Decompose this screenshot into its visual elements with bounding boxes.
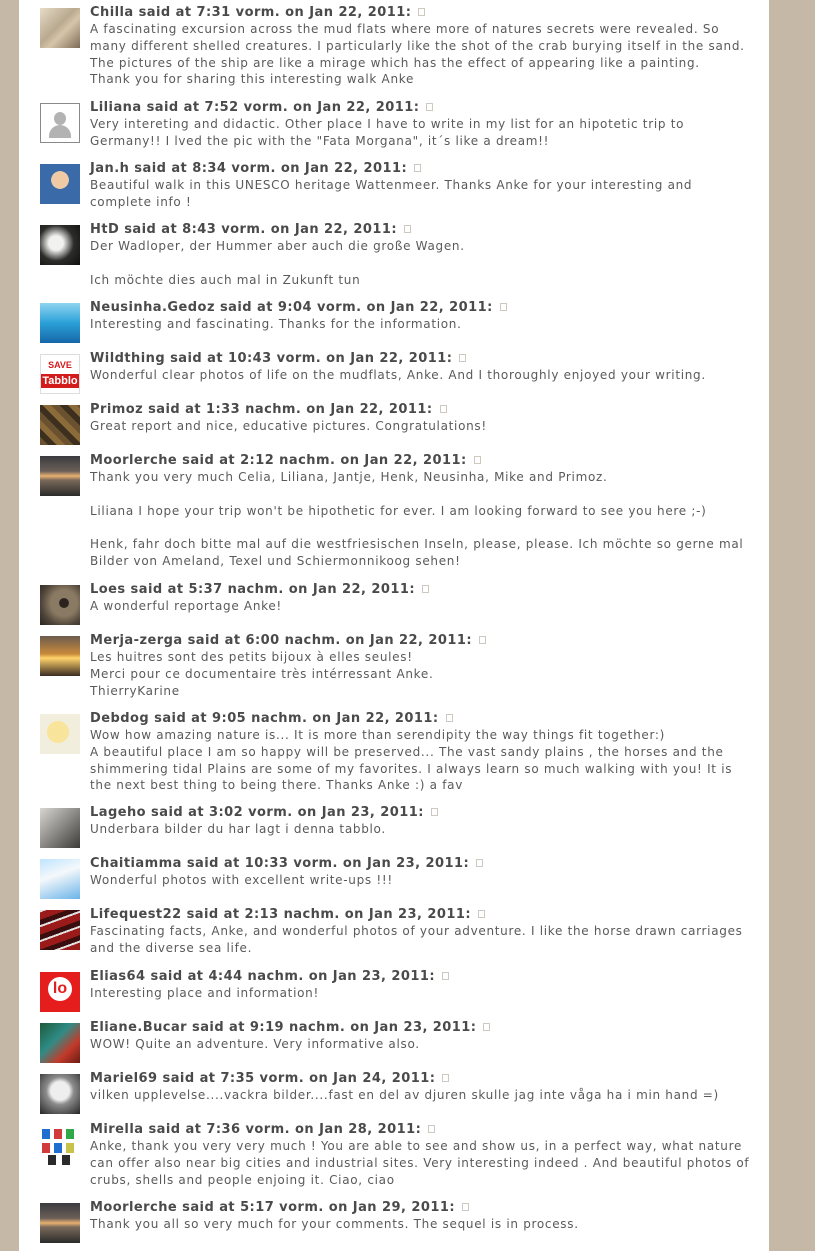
trash-icon[interactable] [414, 164, 421, 172]
comment-body [90, 1036, 754, 1053]
trash-icon[interactable] [479, 636, 486, 644]
comment-paragraph: Wonderful photos with excellent write-ups !!! [90, 873, 393, 887]
comment-paragraph: ThierryKarine [90, 683, 180, 698]
comment-time: 4:44 nachm. [208, 969, 304, 984]
comment-paragraph: Anke, thank you very very much ! You are able to see and show us, in a perfect way, what nature can offer also near big cities and industrial sites. Very interesting indeed . And beautiful photos of crubs, shells and people enjoing it. Ciao, ciao [90, 1139, 750, 1187]
comment-time: 2:12 nachm. [240, 453, 336, 468]
comment-author[interactable]: Chaitiamma [90, 856, 182, 871]
comment-author[interactable]: Primoz [90, 402, 144, 417]
comment-time: 1:33 nachm. [206, 402, 302, 417]
comment-body [90, 1087, 754, 1104]
comment-paragraph: A wonderful reportage Anke! [90, 599, 282, 613]
comment-header: Moorlerche said at 2:12 nachm. on Jan 22, 2011: [90, 452, 481, 469]
comment-date: Jan 22, 2011 [294, 222, 392, 237]
comment-body [90, 821, 754, 838]
trash-icon[interactable] [476, 859, 483, 867]
comment-header: Primoz said at 1:33 nachm. on Jan 22, 2011: [90, 401, 447, 418]
comment-header: Loes said at 5:37 nachm. on Jan 22, 2011: [90, 581, 429, 598]
save-tabblo-avatar[interactable] [40, 354, 80, 394]
comment-paragraph: Ich möchte dies auch mal in Zukunft tun [90, 272, 361, 287]
comment-paragraph: Great report and nice, educative pictures. Congratulations! [90, 419, 487, 433]
comment-body [90, 1138, 754, 1188]
sunset-avatar[interactable] [40, 456, 80, 496]
comment-paragraph: Interesting place and information! [90, 986, 319, 1000]
comment-paragraph: vilken upplevelse....vackra bilder....fast en del av djuren skulle jag inte våga ha i min hand =) [90, 1088, 719, 1102]
comment-time: 10:43 vorm. [227, 351, 322, 366]
comment-time: 7:52 vorm. [204, 100, 289, 115]
comment-list [19, 0, 769, 1251]
comment-header: Lageho said at 3:02 vorm. on Jan 23, 2011: [90, 804, 438, 821]
comment-author[interactable]: Wildthing [90, 351, 166, 366]
comment-time: 10:33 vorm. [244, 856, 338, 871]
comment-author[interactable]: Neusinha.Gedoz [90, 300, 215, 315]
comment-header: Liliana said at 7:52 vorm. on Jan 22, 2011: [90, 99, 433, 116]
comment-date: Jan 23, 2011 [366, 856, 464, 871]
comment-header: HtD said at 8:43 vorm. on Jan 22, 2011: [90, 221, 411, 238]
comment-header: Lifequest22 said at 2:13 nachm. on Jan 23, 2011: [90, 906, 485, 923]
comment-time: 8:34 vorm. [192, 161, 276, 176]
avatar-text: lo [48, 977, 72, 1001]
trash-icon[interactable] [442, 972, 449, 980]
comment-author[interactable]: Jan.h [90, 161, 130, 176]
comment-body [90, 872, 754, 889]
comments-panel [19, 0, 769, 1251]
comment-date: Jan 22, 2011 [304, 161, 402, 176]
trash-icon[interactable] [446, 714, 453, 722]
comment-header: Moorlerche said at 5:17 vorm. on Jan 29, 2011: [90, 1199, 469, 1216]
comment-header: Mariel69 said at 7:35 vorm. on Jan 24, 2011: [90, 1070, 449, 1087]
comment-paragraph: Henk, fahr doch bitte mal auf die westfriesischen Inseln, please, please. Ich möchte so gerne mal Bilder von Ameland, Texel und Schiermonnikoog sehen! [90, 537, 744, 568]
comment-author[interactable]: Elias64 [90, 969, 146, 984]
avatar-text: SAVE [48, 360, 72, 370]
comment-author[interactable]: Loes [90, 582, 126, 597]
trash-icon[interactable] [478, 910, 485, 918]
comment-body [90, 367, 754, 384]
comment-body [90, 177, 754, 211]
default-user-avatar[interactable] [40, 103, 80, 143]
comment-body [90, 316, 754, 333]
photo-avatar[interactable] [40, 303, 80, 343]
photo-avatar[interactable] [40, 714, 80, 754]
comment-time: 9:19 nachm. [249, 1020, 346, 1035]
comment-time: 7:31 vorm. [196, 5, 281, 20]
comment-time: 9:04 vorm. [277, 300, 362, 315]
comment-body [90, 469, 754, 570]
comment-header: Neusinha.Gedoz said at 9:04 vorm. on Jan 22, 2011: [90, 299, 507, 316]
comment-paragraph: WOW! Quite an adventure. Very informative also. [90, 1037, 420, 1051]
trash-icon[interactable] [462, 1203, 469, 1211]
comment-body [90, 418, 754, 435]
photo-avatar[interactable] [40, 164, 80, 204]
comment-author[interactable]: Moorlerche [90, 1200, 178, 1215]
trash-icon[interactable] [500, 303, 507, 311]
trash-icon[interactable] [422, 585, 429, 593]
photo-avatar[interactable] [40, 1023, 80, 1063]
comment-author[interactable]: HtD [90, 222, 120, 237]
trash-icon[interactable] [418, 8, 425, 16]
trash-icon[interactable] [426, 103, 433, 111]
comment-header: Jan.h said at 8:34 vorm. on Jan 22, 2011: [90, 160, 421, 177]
comment-date: Jan 22, 2011 [330, 402, 427, 417]
comment-date: Jan 28, 2011 [319, 1122, 416, 1137]
comment-body [90, 985, 754, 1002]
comment-author[interactable]: Mariel69 [90, 1071, 158, 1086]
comment-time: 2:13 nachm. [244, 907, 340, 922]
photo-avatar[interactable] [40, 585, 80, 625]
photo-avatar[interactable] [40, 8, 80, 48]
comment-paragraph: Der Wadloper, der Hummer aber auch die große Wagen. [90, 239, 465, 253]
comment-date: Jan 22, 2011 [390, 300, 488, 315]
comment-time: 9:05 nachm. [212, 711, 308, 726]
photo-avatar[interactable] [40, 225, 80, 265]
trash-icon[interactable] [483, 1023, 490, 1031]
comment-body [90, 238, 754, 288]
trash-icon[interactable] [442, 1074, 449, 1082]
comment-header: Elias64 said at 4:44 nachm. on Jan 23, 2011: [90, 968, 449, 985]
comment-author[interactable]: Liliana [90, 100, 142, 115]
comment-paragraph: Underbara bilder du har lagt i denna tabblo. [90, 822, 386, 836]
comment-paragraph: Thank you all so very much for your comments. The sequel is in process. [90, 1217, 579, 1231]
comment-date: Jan 22, 2011 [364, 453, 461, 468]
comment-header: Debdog said at 9:05 nachm. on Jan 22, 2011: [90, 710, 453, 727]
comment-paragraph: Wonderful clear photos of life on the mudflats, Anke. And I thoroughly enjoyed your writing. [90, 368, 706, 382]
comment-header: Chilla said at 7:31 vorm. on Jan 22, 2011: [90, 4, 425, 21]
sunset-avatar[interactable] [40, 1203, 80, 1243]
comment-date: Jan 23, 2011 [368, 907, 466, 922]
comment-author[interactable]: Lifequest22 [90, 907, 182, 922]
comment-body [90, 727, 754, 794]
comment-author[interactable]: Eliane.Bucar [90, 1020, 188, 1035]
comment-paragraph: Thank you very much Celia, Liliana, Jantje, Henk, Neusinha, Mike and Primoz. [90, 470, 608, 484]
comment-body [90, 116, 754, 150]
comment-time: 8:43 vorm. [182, 222, 266, 237]
comment-author[interactable]: Chilla [90, 5, 134, 20]
comment-time: 7:35 vorm. [220, 1071, 305, 1086]
comment-date: Jan 24, 2011 [333, 1071, 430, 1086]
photo-avatar[interactable] [40, 1074, 80, 1114]
comment-paragraph: Interesting and fascinating. Thanks for the information. [90, 317, 462, 331]
comment-author[interactable]: Mirella [90, 1122, 144, 1137]
comment-body [90, 1216, 754, 1233]
photo-avatar[interactable] [40, 910, 80, 950]
photo-avatar[interactable] [40, 636, 80, 676]
comment-paragraph: Very intereting and didactic. Other place I have to write in my list for an hipotetic trip to Germany!! I lved the pic with the "Fata Morgana", it´s like a dream!! [90, 117, 685, 148]
trash-icon[interactable] [459, 354, 466, 362]
comment-time: 7:36 vorm. [206, 1122, 291, 1137]
comment-date: Jan 22, 2011 [309, 5, 406, 20]
comment-date: Jan 22, 2011 [369, 633, 467, 648]
comment-header: Merja-zerga said at 6:00 nachm. on Jan 22, 2011: [90, 632, 486, 649]
photo-avatar[interactable] [40, 405, 80, 445]
comment-date: Jan 23, 2011 [374, 1020, 471, 1035]
photo-avatar[interactable] [40, 808, 80, 848]
comment-body [90, 649, 754, 699]
comment-paragraph: A fascinating excursion across the mud flats where more of natures secrets were revealed. So many different shelled creatures. I particularly like the shot of the crab burying itself in the sand. The pictures of the ship are like a mirage which has the effect of appearing like a painting. [90, 22, 745, 70]
trash-icon[interactable] [440, 405, 447, 413]
comment-date: Jan 22, 2011 [350, 351, 447, 366]
trash-icon[interactable] [404, 225, 411, 233]
trash-icon[interactable] [474, 456, 481, 464]
trash-icon[interactable] [428, 1125, 435, 1133]
comment-header: Wildthing said at 10:43 vorm. on Jan 22, 2011: [90, 350, 466, 367]
comment-body [90, 598, 754, 615]
comment-date: Jan 22, 2011 [336, 711, 433, 726]
comment-header: Chaitiamma said at 10:33 vorm. on Jan 23, 2011: [90, 855, 483, 872]
comment-author[interactable]: Debdog [90, 711, 150, 726]
photo-grid-avatar[interactable] [40, 1125, 80, 1165]
comment-body [90, 923, 754, 957]
comment-date: Jan 23, 2011 [332, 969, 430, 984]
comment-paragraph: A beautiful place I am so happy will be preserved... The vast sandy plains , the horses and the shimmering tidal Plains are some of my favorites. I always learn so much walking with you! It is the next best thing to being there. Thanks Anke :) a fav [90, 744, 733, 793]
comment-date: Jan 23, 2011 [321, 805, 419, 820]
comment-paragraph: Wow how amazing nature is... It is more than serendipity the way things fit together:) [90, 728, 666, 742]
trash-icon[interactable] [431, 808, 438, 816]
comment-author[interactable]: Merja-zerga [90, 633, 183, 648]
photo-avatar[interactable] [40, 859, 80, 899]
comment-paragraph: Beautiful walk in this UNESCO heritage Wattenmeer. Thanks Anke for your interesting and complete info ! [90, 178, 693, 209]
comment-date: Jan 22, 2011 [317, 100, 414, 115]
comment-header: Mirella said at 7:36 vorm. on Jan 28, 2011: [90, 1121, 435, 1138]
comment-author[interactable]: Moorlerche [90, 453, 178, 468]
comment-time: 5:17 vorm. [240, 1200, 324, 1215]
comment-time: 3:02 vorm. [208, 805, 293, 820]
comment-paragraph: Les huitres sont des petits bijoux à elles seules! [90, 650, 413, 664]
comment-paragraph: Fascinating facts, Anke, and wonderful photos of your adventure. I like the horse drawn carriages and the diverse sea life. [90, 924, 743, 955]
comment-header: Eliane.Bucar said at 9:19 nachm. on Jan 23, 2011: [90, 1019, 490, 1036]
comment-date: Jan 22, 2011 [312, 582, 410, 597]
comment-author[interactable]: Lageho [90, 805, 147, 820]
comment-body [90, 21, 754, 88]
comment-date: Jan 29, 2011 [352, 1200, 450, 1215]
avatar-text: Tabblo [42, 375, 78, 387]
comment-paragraph: Merci pour ce documentaire très intérressant Anke. [90, 666, 434, 681]
comment-paragraph: Liliana I hope your trip won't be hipothetic for ever. I am looking forward to see you here ;-) [90, 503, 707, 518]
comment-paragraph: Thank you for sharing this interesting walk Anke [90, 72, 415, 87]
comment-time: 5:37 nachm. [188, 582, 284, 597]
comment-time: 6:00 nachm. [245, 633, 341, 648]
logo-avatar[interactable] [40, 972, 80, 1012]
